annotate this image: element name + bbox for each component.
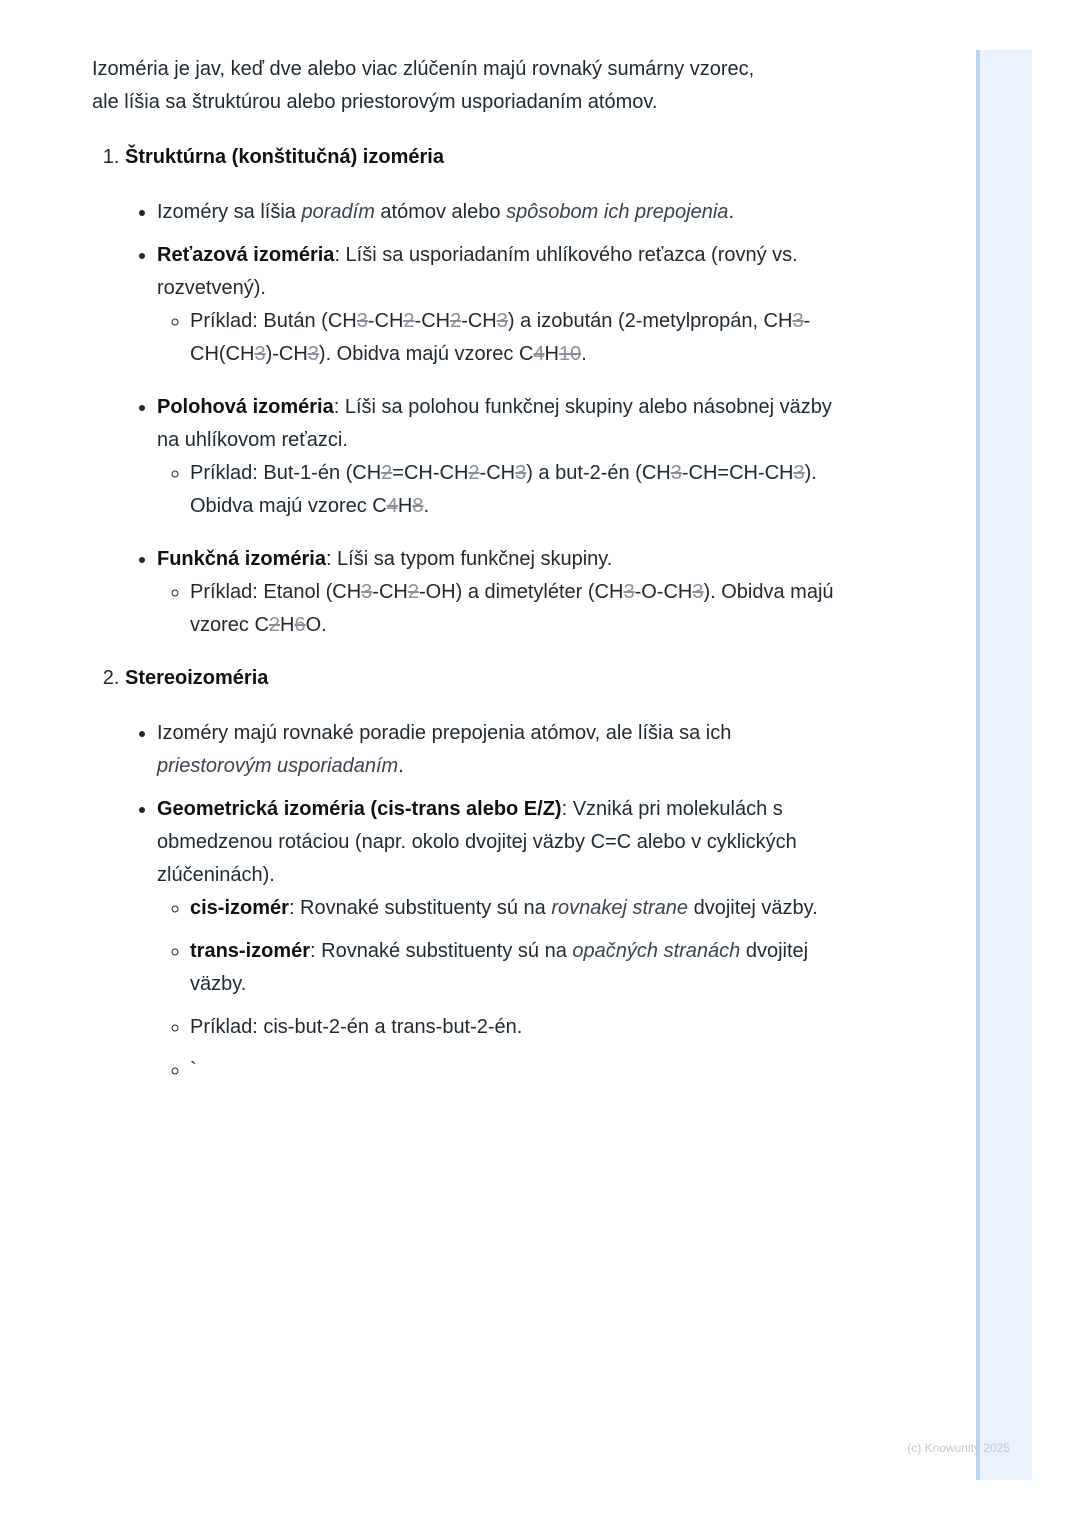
term: Polohová izoméria	[157, 396, 334, 418]
text: .	[581, 343, 587, 365]
intro-paragraph	[92, 53, 837, 119]
text: -CH	[479, 462, 516, 484]
text: .	[423, 495, 430, 517]
struck-number: 3	[623, 581, 635, 603]
text: -CH	[461, 310, 497, 332]
term: Funkčná izoméria	[157, 548, 326, 570]
struck-number: 3	[254, 343, 266, 365]
text: -CH	[367, 310, 404, 332]
intro-line: ale líšia sa štruktúrou alebo priestorovým usporiadaním atómov.	[92, 91, 658, 113]
text: H	[544, 343, 559, 365]
copyright-footer: (c) Knowunity 2025	[907, 1441, 1010, 1455]
term: Geometrická izoméria (cis-trans alebo E/Z)	[157, 798, 562, 820]
example-item	[190, 457, 837, 523]
struck-number: 3	[792, 310, 804, 332]
text: -OH) a dimetyléter (CH	[418, 581, 624, 603]
structural-bullets	[125, 196, 837, 642]
text: -CH=CH-CH	[681, 462, 794, 484]
definition: : Líši sa typom funkčnej skupiny.	[325, 548, 613, 570]
example-list	[157, 576, 837, 642]
text: ). Obidva majú vzorec C	[190, 462, 817, 517]
example-item	[190, 305, 837, 371]
list-item	[157, 196, 837, 229]
text: .	[728, 201, 734, 223]
struck-number: 4	[386, 495, 398, 517]
struck-number: 3	[496, 310, 508, 332]
side-panel	[976, 50, 1032, 1480]
text: )-CH	[265, 343, 308, 365]
struck-number: 3	[361, 581, 373, 603]
emphasis: poradím	[301, 201, 375, 223]
struck-number: 2	[381, 462, 393, 484]
struck-number: 8	[412, 495, 424, 517]
struck-number: 2	[407, 581, 419, 603]
example-item: ◦ Príklad: cis-but-2-én a trans-but-2-én.	[190, 1011, 837, 1044]
sub-list	[157, 892, 837, 1087]
stereo-bullets	[125, 717, 837, 1087]
cis-item	[190, 892, 837, 925]
text: -O-CH	[634, 581, 693, 603]
text: -CH(CH	[190, 310, 811, 365]
text: ). Obidva majú vzorec C	[318, 343, 534, 365]
term: trans-izomér	[190, 940, 311, 962]
text: -CH	[372, 581, 408, 603]
example-list	[157, 457, 837, 523]
struck-number: 3	[356, 310, 368, 332]
text: : Rovnaké substituenty sú na	[310, 940, 573, 962]
text: dvojitej väzby.	[688, 897, 818, 919]
text: ). Obidva majú vzorec C	[190, 581, 834, 636]
struck-number: 3	[692, 581, 704, 603]
text: Izoméry sa líšia	[157, 201, 302, 223]
struck-number: 3	[670, 462, 682, 484]
term: Reťazová izoméria	[157, 244, 335, 266]
definition: : Líši sa usporiadaním uhlíkového reťazca (rovný vs. rozvetvený).	[157, 244, 798, 299]
example-list	[157, 305, 837, 371]
text: Príklad: Etanol (CH	[190, 581, 362, 603]
struck-number: 3	[793, 462, 805, 484]
text: =CH-CH	[392, 462, 469, 484]
definition: : Líši sa polohou funkčnej skupiny alebo násobnej väzby na uhlíkovom reťazci.	[157, 396, 832, 451]
struck-number: 2	[450, 310, 462, 332]
emphasis: opačných stranách	[572, 940, 741, 962]
trans-item	[190, 935, 837, 1001]
example-item	[190, 576, 837, 642]
stray-item: ◦ `	[190, 1054, 837, 1087]
text: Príklad: But-1-én (CH	[190, 462, 382, 484]
struck-number: 6	[294, 614, 306, 636]
term: cis-izomér	[190, 897, 289, 919]
struck-number: 2	[468, 462, 480, 484]
document-body	[92, 53, 837, 1097]
text: ) a izobután (2-metylpropán, CH	[507, 310, 793, 332]
text: -CH	[414, 310, 451, 332]
isomerism-list	[92, 141, 837, 1087]
struck-number: 3	[515, 462, 527, 484]
text: Izoméry majú rovnaké poradie prepojenia atómov, ale líšia sa ich	[157, 722, 732, 744]
emphasis: rovnakej strane	[551, 897, 689, 919]
struck-number: 3	[307, 343, 319, 365]
struck-number: 10	[559, 343, 582, 365]
definition: : Vzniká pri molekulách s obmedzenou rotáciou (napr. okolo dvojitej väzby C=C alebo v cyklických zlúčeninách).	[157, 798, 797, 886]
emphasis: spôsobom ich prepojenia	[506, 201, 729, 223]
intro-line: Izoméria je jav, keď dve alebo viac zlúčenín majú rovnaký sumárny vzorec,	[92, 58, 755, 80]
text: .	[398, 755, 404, 777]
section-stereo	[125, 662, 837, 1087]
struck-number: 2	[268, 614, 281, 636]
text: : Rovnaké substituenty sú na	[288, 897, 552, 919]
text: ) a but-2-én (CH	[526, 462, 671, 484]
emphasis: priestorovým usporiadaním	[157, 755, 399, 777]
text: dvojitej väzby.	[190, 940, 809, 995]
text: H	[280, 614, 295, 636]
text: H	[397, 495, 413, 517]
section-title: Stereoizoméria	[125, 667, 269, 689]
text: atómov alebo	[374, 201, 507, 223]
list-item-functional-isomerism	[157, 543, 837, 642]
list-item-chain-isomerism	[157, 239, 837, 371]
struck-number: 4	[533, 343, 545, 365]
text: O.	[305, 614, 327, 636]
section-structural	[125, 141, 837, 642]
text: Príklad: Bután (CH	[190, 310, 357, 332]
section-title: Štruktúrna (konštitučná) izoméria	[125, 146, 444, 168]
list-item-geometric-isomerism	[157, 793, 837, 1087]
list-item	[157, 717, 837, 783]
struck-number: 2	[403, 310, 415, 332]
list-item-position-isomerism	[157, 391, 837, 523]
